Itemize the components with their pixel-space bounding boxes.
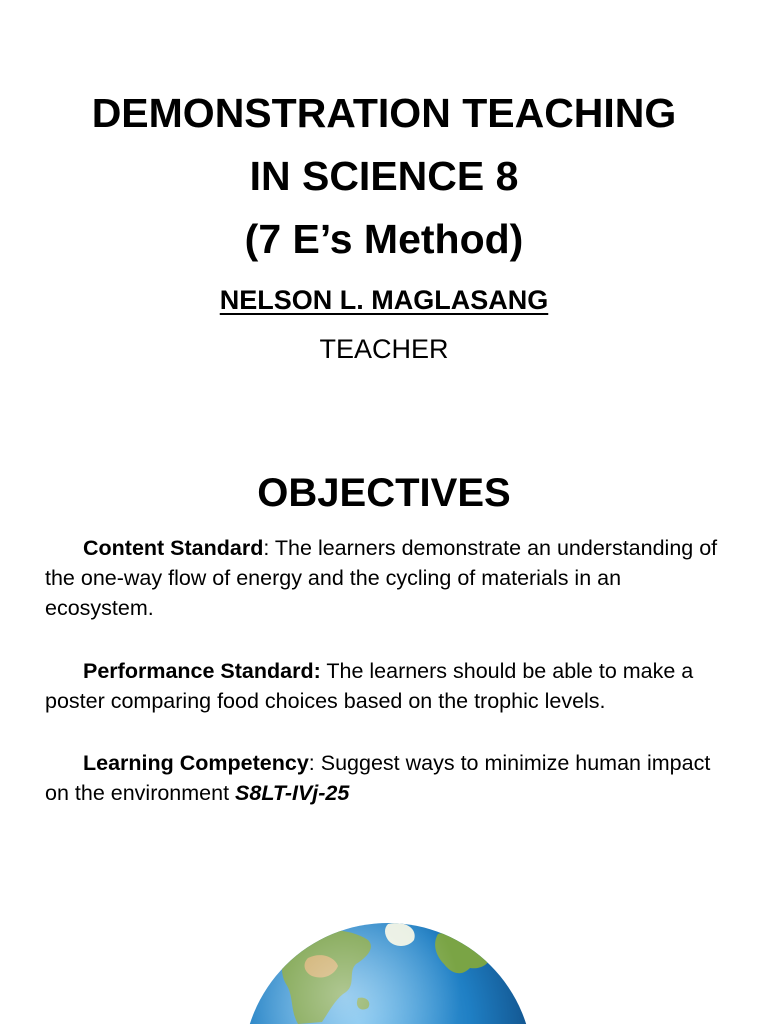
content-standard-text: : The learners demonstrate an understanding of the one-way flow of energy and the cycling of materials in an ecosystem. xyxy=(45,536,718,620)
performance-standard-label: Performance Standard: xyxy=(83,659,321,683)
performance-standard-paragraph xyxy=(45,656,735,716)
learning-competency-text: : Suggest ways to minimize human impact on the environment xyxy=(45,751,711,805)
page-title xyxy=(0,82,768,271)
teacher-name: NELSON L. MAGLASANG xyxy=(219,285,549,315)
content-standard-label: Content Standard xyxy=(83,536,264,560)
performance-standard-text: The learners should be able to make a poster comparing food choices based on the trophic levels. xyxy=(45,659,694,713)
content-standard-paragraph xyxy=(45,533,735,623)
globe-icon xyxy=(238,918,538,1024)
title-line-3: (7 E’s Method) xyxy=(244,216,524,262)
title-line-1: DEMONSTRATION TEACHING xyxy=(91,90,677,136)
competency-code: S8LT-IVj-25 xyxy=(235,781,350,805)
teacher-role: TEACHER xyxy=(319,334,449,364)
learning-competency-paragraph xyxy=(45,748,735,808)
objectives-heading: OBJECTIVES xyxy=(257,471,511,515)
learning-competency-label: Learning Competency xyxy=(83,751,309,775)
globe-image xyxy=(238,918,538,1024)
title-line-2: IN SCIENCE 8 xyxy=(249,153,519,199)
